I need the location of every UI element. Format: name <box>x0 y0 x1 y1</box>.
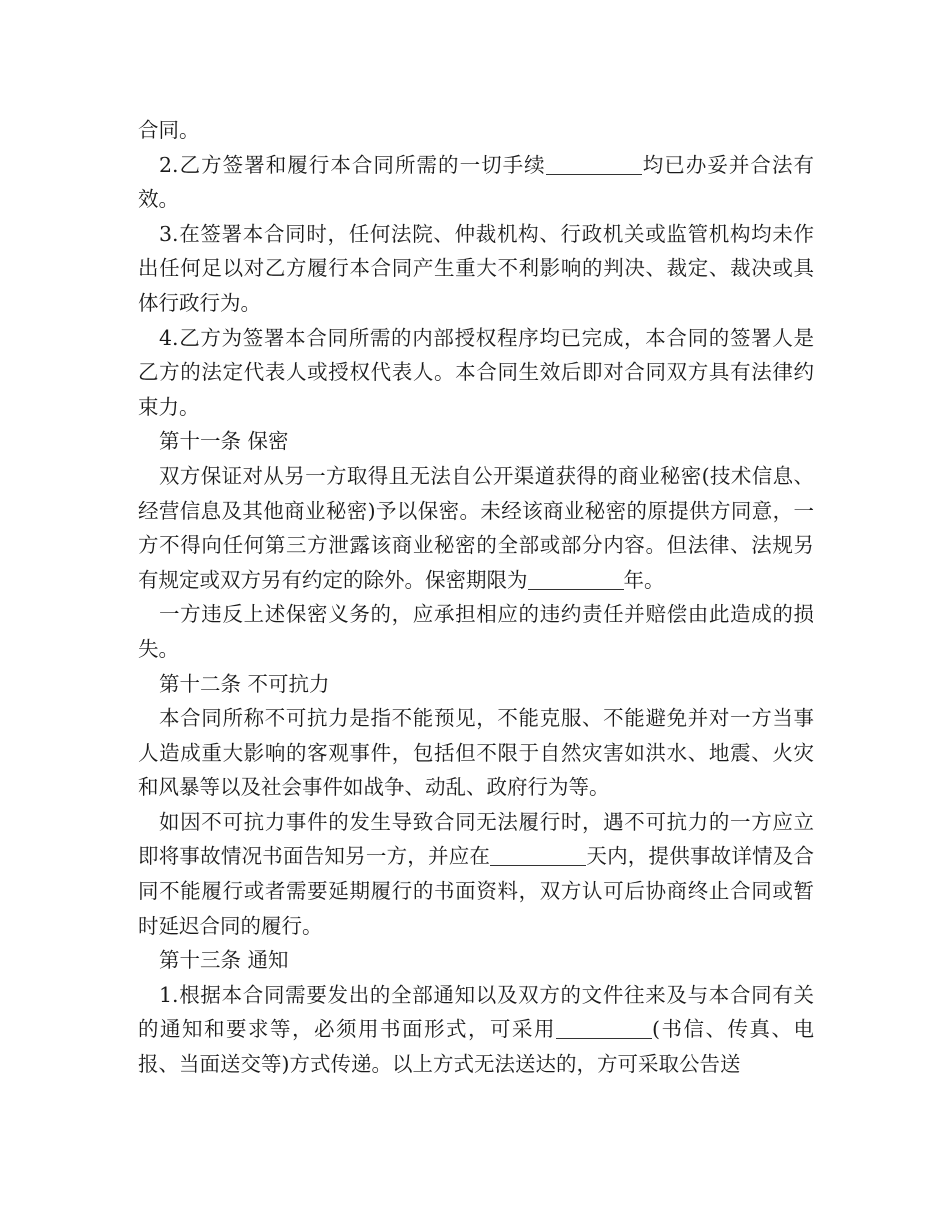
paragraph-text: 年。 <box>623 567 665 592</box>
paragraph <box>138 459 814 597</box>
paragraph-text: 第十一条 保密 <box>159 429 289 454</box>
paragraph-text: 合同。 <box>138 118 200 142</box>
paragraph <box>138 217 814 321</box>
section-heading <box>138 943 814 978</box>
paragraph <box>138 805 814 943</box>
paragraph-text: 一方违反上述保密义务的，应承担相应的违约责任并赔偿由此造成的损失。 <box>138 602 814 661</box>
paragraph-text: 4.乙方为签署本合同所需的内部授权程序均已完成，本合同的签署人是乙方的法定代表人或授权代表人。本合同生效后即对合同双方具有法律约束力。 <box>138 325 814 419</box>
paragraph-text: 双方保证对从另一方取得且无法自公开渠道获得的商业秘密(技术信息、经营信息及其他商业秘密)予以保密。未经该商业秘密的原提供方同意，一方不得向任何第三方泄露该商业秘密的全部或部分内容。但法律、法规另有规定或双方另有约定的除外。保密期限为 <box>138 463 814 592</box>
paragraph-text: 本合同所称不可抗力是指不能预见，不能克服、不能避免并对一方当事人造成重大影响的客观事件，包括但不限于自然灾害如洪水、地震、火灾和风暴等以及社会事件如战争、动乱、政府行为等。 <box>138 706 814 800</box>
paragraph-text: 2.乙方签署和履行本合同所需的一切手续 <box>159 152 546 177</box>
paragraph-text: 第十二条 不可抗力 <box>159 671 330 696</box>
paragraph-text: 1.根据本合同需要发出的全部通知以及双方的文件往来及与本合同有关的通知和要求等，必须用书面形式，可采用 <box>138 982 814 1042</box>
fill-in-blank <box>490 845 586 867</box>
paragraph <box>138 701 814 805</box>
document-page <box>138 113 814 1082</box>
section-heading <box>138 424 814 459</box>
paragraph <box>138 978 814 1082</box>
paragraph-text: (书信、传真、电报、当面送交等)方式传递。以上方式无法送达的，方可采取公告送 <box>138 1017 814 1077</box>
paragraph-text: 均已办妥并合法有效。 <box>138 152 815 212</box>
paragraph-text: 3.在签署本合同时，任何法院、仲裁机构、行政机关或监管机构均未作出任何足以对乙方履行本合同产生重大不利影响的判决、裁定、裁决或具体行政行为。 <box>138 221 814 315</box>
paragraph-text: 天内，提供事故详情及合同不能履行或者需要延期履行的书面资料，双方认可后协商终止合同或暂时延迟合同的履行。 <box>138 844 815 938</box>
fill-in-blank <box>556 1018 652 1040</box>
paragraph <box>138 597 814 666</box>
paragraph-text: 如因不可抗力事件的发生导致合同无法履行时，遇不可抗力的一方应立即将事故情况书面告知另一方，并应在 <box>138 809 814 869</box>
fill-in-blank <box>546 153 642 175</box>
paragraph <box>138 148 814 217</box>
section-heading <box>138 667 814 702</box>
fill-in-blank <box>528 568 624 590</box>
paragraph-text: 第十三条 通知 <box>159 948 289 973</box>
paragraph <box>138 113 814 148</box>
paragraph <box>138 321 814 425</box>
